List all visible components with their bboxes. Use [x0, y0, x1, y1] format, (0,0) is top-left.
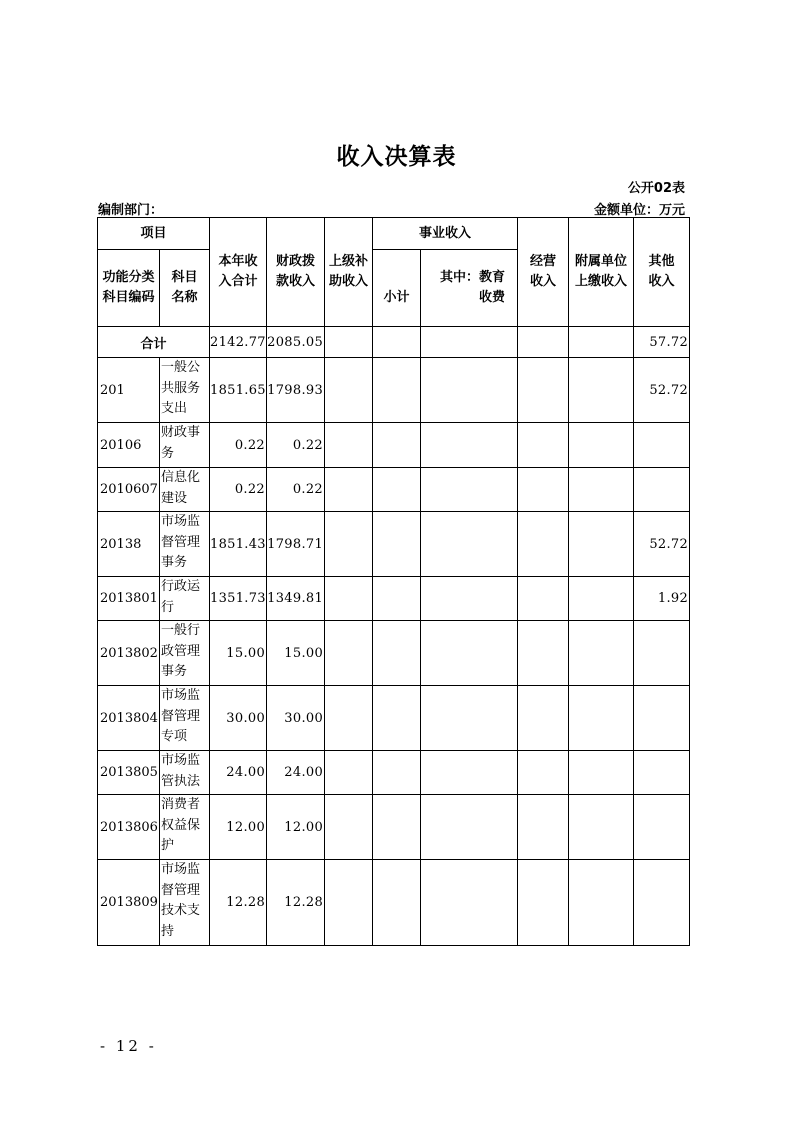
header-superior: 上级补助收入 — [325, 218, 373, 327]
subject-code: 2013801 — [98, 577, 160, 621]
total-fiscal-value: 2085.05 — [267, 327, 325, 358]
table-row — [98, 577, 690, 621]
table-row — [98, 358, 690, 423]
other-income-value — [634, 860, 690, 946]
subject-name: 财政事务 — [160, 423, 210, 468]
fiscal-value: 15.00 — [267, 621, 325, 686]
total-income-value: 2142.77 — [210, 327, 267, 358]
header-other: 其他收入 — [634, 218, 690, 327]
total-income-value: 0.22 — [210, 468, 267, 512]
fiscal-value: 1798.71 — [267, 512, 325, 577]
table-row — [98, 751, 690, 795]
department-label: 编制部门： — [98, 203, 164, 218]
total-income-value: 24.00 — [210, 751, 267, 795]
header-subtotal: 小计 — [373, 250, 421, 327]
total-label: 合计 — [98, 327, 210, 358]
table-row — [98, 621, 690, 686]
other-income-value — [634, 621, 690, 686]
subject-name: 市场监督管理专项 — [160, 686, 210, 751]
table-row — [98, 512, 690, 577]
fiscal-value: 24.00 — [267, 751, 325, 795]
header-affiliated: 附属单位上缴收入 — [569, 218, 634, 327]
table-row — [98, 860, 690, 946]
subject-name: 一般公共服务支出 — [160, 358, 210, 423]
page-title: 收入决算表 — [336, 144, 457, 170]
table-row — [98, 686, 690, 751]
subject-code: 2013802 — [98, 621, 160, 686]
other-income-value — [634, 751, 690, 795]
fiscal-value: 12.00 — [267, 795, 325, 860]
header-project: 项目 — [98, 218, 210, 250]
other-income-value: 1.92 — [634, 577, 690, 621]
subject-code: 2013804 — [98, 686, 160, 751]
total-income-value: 1351.73 — [210, 577, 267, 621]
total-row — [98, 327, 690, 358]
total-income-value: 12.00 — [210, 795, 267, 860]
fiscal-value: 12.28 — [267, 860, 325, 946]
header-business: 事业收入 — [373, 218, 518, 250]
form-number: 公开02表 — [627, 181, 685, 196]
other-income-value: 52.72 — [634, 358, 690, 423]
subject-name: 市场监督管理技术支持 — [160, 860, 210, 946]
subject-name: 信息化建设 — [160, 468, 210, 512]
total-income-value: 30.00 — [210, 686, 267, 751]
subject-code: 20138 — [98, 512, 160, 577]
subject-code: 2013806 — [98, 795, 160, 860]
income-table — [97, 217, 690, 946]
total-income-value: 1851.43 — [210, 512, 267, 577]
header-total-income: 本年收入合计 — [210, 218, 267, 327]
subject-code: 2013809 — [98, 860, 160, 946]
subject-code: 20106 — [98, 423, 160, 468]
other-income-value — [634, 686, 690, 751]
header-edu-fee: 其中：教育收费 — [421, 250, 518, 327]
fiscal-value: 0.22 — [267, 468, 325, 512]
subject-code: 201 — [98, 358, 160, 423]
subject-name: 市场监督管理事务 — [160, 512, 210, 577]
total-income-value: 12.28 — [210, 860, 267, 946]
fiscal-value: 1798.93 — [267, 358, 325, 423]
other-income-value — [634, 423, 690, 468]
table-row — [98, 468, 690, 512]
header-fiscal: 财政拨款收入 — [267, 218, 325, 327]
total-income-value: 0.22 — [210, 423, 267, 468]
page-number: - 12 - — [100, 1037, 157, 1055]
subject-name: 一般行政管理事务 — [160, 621, 210, 686]
other-income-value — [634, 795, 690, 860]
subject-name: 行政运行 — [160, 577, 210, 621]
other-income-value — [634, 468, 690, 512]
table-row — [98, 423, 690, 468]
fiscal-value: 1349.81 — [267, 577, 325, 621]
subject-code: 2013805 — [98, 751, 160, 795]
subject-code: 2010607 — [98, 468, 160, 512]
total-income-value: 15.00 — [210, 621, 267, 686]
total-other-value: 57.72 — [634, 327, 690, 358]
header-func-code: 功能分类科目编码 — [98, 250, 160, 327]
table-row — [98, 795, 690, 860]
other-income-value: 52.72 — [634, 512, 690, 577]
total-income-value: 1851.65 — [210, 358, 267, 423]
unit-label: 金额单位：万元 — [593, 203, 685, 218]
header-operating: 经营收入 — [518, 218, 569, 327]
fiscal-value: 0.22 — [267, 423, 325, 468]
header-subject-name: 科目名称 — [160, 250, 210, 327]
subject-name: 消费者权益保护 — [160, 795, 210, 860]
fiscal-value: 30.00 — [267, 686, 325, 751]
subject-name: 市场监管执法 — [160, 751, 210, 795]
